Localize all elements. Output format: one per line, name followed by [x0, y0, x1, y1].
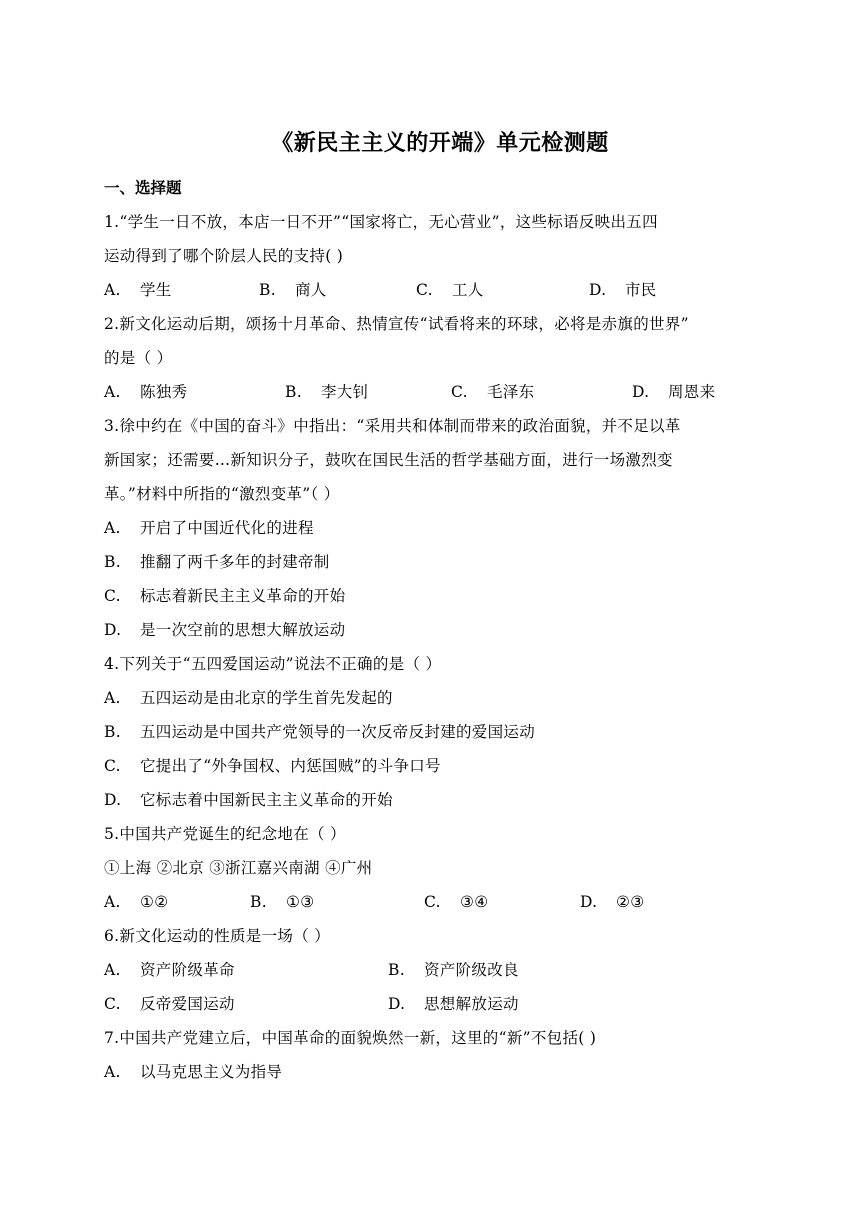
option-text: 标志着新民主主义革命的开始	[140, 587, 346, 605]
question-4-option-d[interactable]	[104, 788, 393, 812]
question-6-option-c[interactable]	[104, 992, 235, 1016]
question-3-option-c[interactable]	[104, 584, 345, 608]
question-3-option-a[interactable]	[104, 516, 314, 540]
question-2-option-d[interactable]	[632, 380, 715, 404]
option-text: 毛泽东	[487, 383, 535, 401]
option-letter: B.	[388, 961, 405, 979]
option-letter: D.	[388, 995, 406, 1013]
question-1-option-a[interactable]	[104, 278, 172, 302]
option-letter: A.	[104, 893, 121, 911]
option-text: 以马克思主义为指导	[140, 1063, 283, 1081]
option-text: 资产阶级革命	[140, 961, 235, 979]
option-letter: D.	[632, 383, 650, 401]
question-6-option-b[interactable]	[388, 958, 519, 982]
option-text: 思想解放运动	[424, 995, 519, 1013]
option-letter: A.	[104, 519, 121, 537]
option-text: 资产阶级改良	[424, 961, 519, 979]
option-text: 它标志着中国新民主主义革命的开始	[140, 791, 393, 809]
question-6-option-a[interactable]	[104, 958, 235, 982]
option-text: ②③	[616, 893, 645, 911]
option-letter: B.	[104, 553, 121, 571]
document-title: 《新民主主义的开端》单元检测题	[271, 131, 609, 156]
question-2-line-1: 2.新文化运动后期，颂扬十月革命、热情宣传“试看将来的环球，必将是赤旗的世界”	[104, 315, 689, 333]
option-letter: C.	[104, 757, 121, 775]
option-letter: C.	[416, 281, 433, 299]
option-text: 五四运动是中国共产党领导的一次反帝反封建的爱国运动	[140, 723, 536, 741]
option-letter: B.	[104, 723, 121, 741]
option-letter: A.	[104, 1063, 121, 1081]
question-4-option-a[interactable]	[104, 686, 393, 710]
question-1-line-1: 1.“学生一日不放，本店一日不开”“国家将亡，无心营业”，这些标语反映出五四	[104, 213, 658, 231]
question-3-option-b[interactable]	[104, 550, 330, 574]
option-letter: B.	[259, 281, 276, 299]
question-5-line-2: ①上海 ②北京 ③浙江嘉兴南湖 ④广州	[104, 859, 373, 877]
option-text: 周恩来	[668, 383, 716, 401]
option-text: 工人	[452, 281, 484, 299]
question-4-line-1: 4.下列关于“五四爱国运动”说法不正确的是（ ）	[104, 655, 442, 673]
option-text: 商人	[295, 281, 327, 299]
question-3-option-d[interactable]	[104, 618, 345, 642]
question-2-line-2: 的是（ ）	[104, 349, 173, 367]
option-letter: D.	[104, 621, 122, 639]
option-text: 学生	[140, 281, 172, 299]
option-text: 李大钊	[321, 383, 369, 401]
question-2-option-c[interactable]	[451, 380, 534, 404]
option-text: ①③	[286, 893, 315, 911]
question-3-line-1: 3.徐中约在《中国的奋斗》中指出：“采用共和体制而带来的政治面貌，并不足以革	[104, 417, 681, 435]
option-text: 五四运动是由北京的学生首先发起的	[140, 689, 393, 707]
question-6-line-1: 6.新文化运动的性质是一场（ ）	[104, 927, 331, 945]
option-text: 开启了中国近代化的进程	[140, 519, 314, 537]
option-text: 推翻了两千多年的封建帝制	[140, 553, 330, 571]
option-text: 市民	[625, 281, 657, 299]
option-letter: B.	[250, 893, 267, 911]
question-1-option-b[interactable]	[259, 278, 327, 302]
option-letter: C.	[104, 587, 121, 605]
option-text: 是一次空前的思想大解放运动	[140, 621, 346, 639]
question-5-option-b[interactable]	[250, 890, 314, 914]
question-2-option-b[interactable]	[285, 380, 368, 404]
question-5-option-a[interactable]	[104, 890, 168, 914]
question-6-option-d[interactable]	[388, 992, 519, 1016]
option-letter: A.	[104, 689, 121, 707]
option-text: ③④	[460, 893, 489, 911]
option-letter: D.	[104, 791, 122, 809]
question-7-option-a[interactable]	[104, 1060, 282, 1084]
option-letter: D.	[580, 893, 598, 911]
option-text: 反帝爱国运动	[140, 995, 235, 1013]
option-text: 它提出了“外争国权、内惩国贼”的斗争口号	[140, 757, 441, 775]
question-3-line-3: 革。”材料中所指的“激烈变革”（ ）	[104, 485, 340, 503]
question-2-option-a[interactable]	[104, 380, 187, 404]
option-text: ①②	[140, 893, 169, 911]
question-1-option-c[interactable]	[416, 278, 484, 302]
section-heading: 一、选择题	[104, 179, 182, 197]
option-letter: C.	[104, 995, 121, 1013]
question-5-option-c[interactable]	[424, 890, 488, 914]
option-letter: B.	[285, 383, 302, 401]
option-letter: A.	[104, 383, 121, 401]
question-4-option-c[interactable]	[104, 754, 441, 778]
option-letter: D.	[589, 281, 607, 299]
question-1-option-d[interactable]	[589, 278, 657, 302]
option-text: 陈独秀	[140, 383, 188, 401]
option-letter: C.	[424, 893, 441, 911]
question-3-line-2: 新国家；还需要…新知识分子，鼓吹在国民生活的哲学基础方面，进行一场激烈变	[104, 451, 673, 469]
option-letter: A.	[104, 281, 121, 299]
question-4-option-b[interactable]	[104, 720, 535, 744]
question-5-option-d[interactable]	[580, 890, 644, 914]
question-5-line-1: 5.中国共产党诞生的纪念地在（ ）	[104, 825, 346, 843]
question-7-line-1: 7.中国共产党建立后，中国革命的面貌焕然一新，这里的“新”不包括( )	[104, 1029, 597, 1047]
option-letter: A.	[104, 961, 121, 979]
question-1-line-2: 运动得到了哪个阶层人民的支持( )	[104, 247, 344, 265]
option-letter: C.	[451, 383, 468, 401]
